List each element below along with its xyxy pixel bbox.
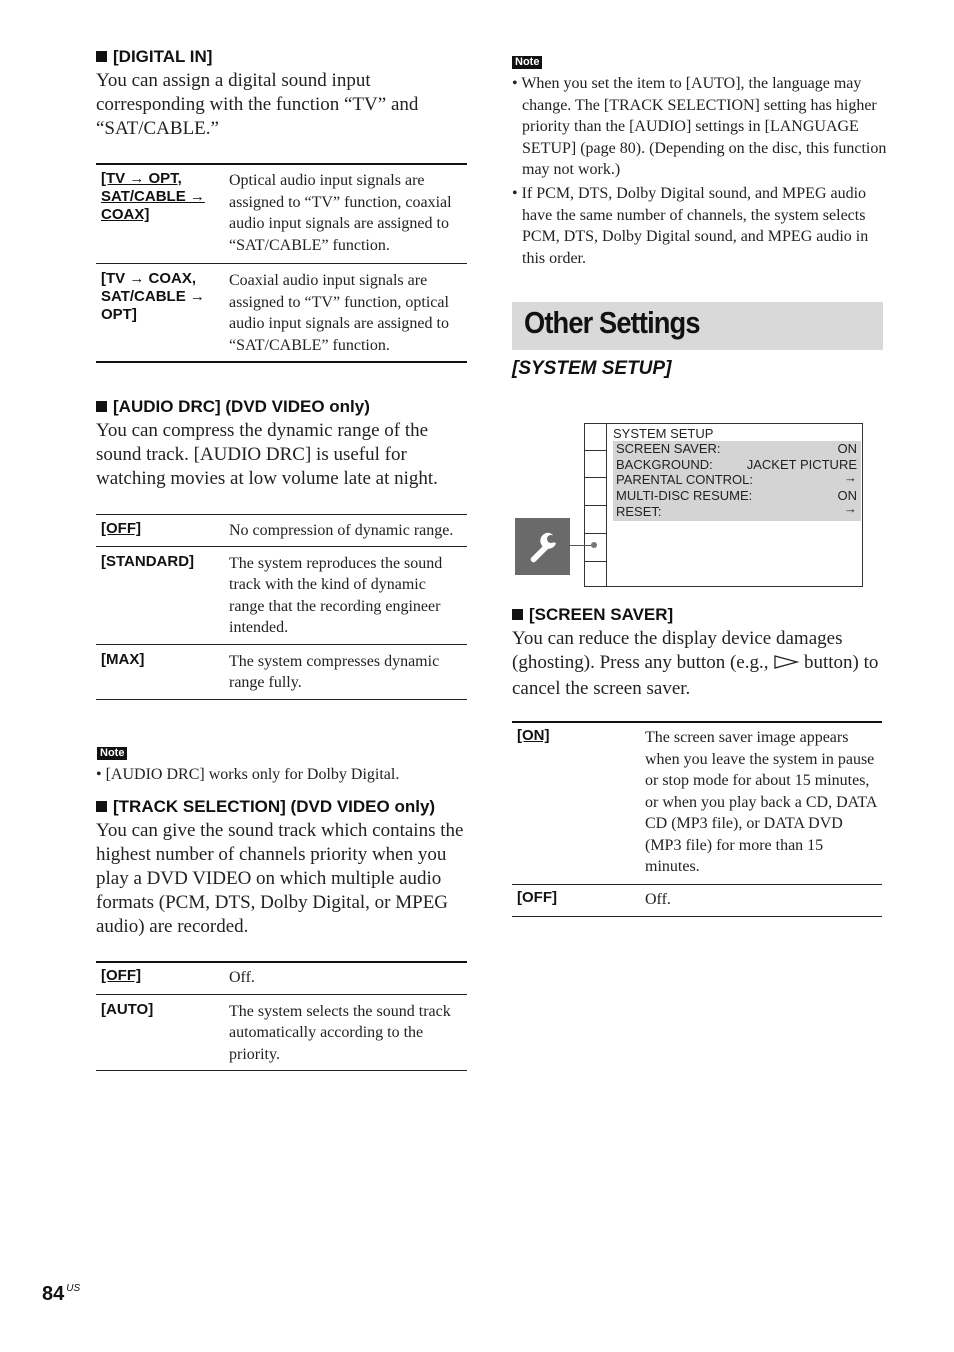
osd-row-value: → [844,470,857,485]
table-row [96,264,467,363]
osd-row-label: RESET: [616,504,662,519]
audio-drc-text: You can compress the dynamic range of the sound track. [AUDIO DRC] is useful for watching movies at low volume late at night. [96,420,438,489]
section-subtitle: [SYSTEM SETUP] [512,358,672,379]
table-row [96,645,467,700]
table-value: No compression of dynamic range. [229,522,454,539]
page-suffix: US [66,1283,81,1294]
note-item: • When you set the item to [AUTO], the language may change. The [TRACK SELECTION] setting has higher priority than the [AUDIO] settings in [LANGUAGE SETUP] (page 80). (Depending on the disc, this function may not work.) [512,75,887,178]
osd-row-value: ON [837,441,857,456]
table-value: Coaxial audio input signals are assigned to “TV” function, optical audio input signals are assigned to “SAT/CABLE” function. [229,272,449,354]
track-selection-heading: [TRACK SELECTION] (DVD VIDEO only) [96,797,435,817]
track-selection-table [96,963,467,1071]
note-item: • If PCM, DTS, Dolby Digital sound, and MPEG audio have the same number of channels, the system selects PCM, DTS, Dolby Digital sound, and MPEG audio in this order. [512,185,869,267]
play-button-icon [773,653,799,677]
table-key: [OFF] [101,520,141,537]
table-row [512,723,882,885]
osd-row-label: BACKGROUND: [616,457,713,472]
audio-drc-heading: [AUDIO DRC] (DVD VIDEO only) [96,397,370,417]
audio-drc-note: • [AUDIO DRC] works only for Dolby Digital. [96,766,400,783]
table-row [96,164,467,264]
table-key: [ON] [517,727,550,744]
osd-list [613,441,861,521]
track-selection-text: You can give the sound track which contains the highest number of channels priority when you play a DVD VIDEO on which multiple audio formats (PCM, DTS, Dolby Digital, or MPEG audio) are recorded. [96,820,464,937]
note-label: Note [97,747,127,760]
table-key: [STANDARD] [101,552,195,570]
osd-row-value: → [844,501,857,516]
table-key: [TV → COAX, SAT/CABLE → OPT] [101,270,205,323]
square-bullet-icon [512,609,523,620]
digital-in-text: You can assign a digital sound input corresponding with the function “TV” and “SAT/CABLE.” [96,70,419,139]
osd-row-label: SCREEN SAVER: [616,441,721,456]
note-label: Note [512,56,542,69]
section-title: Other Settings [524,305,700,340]
section-title-bar [512,302,883,350]
osd-row-label: MULTI-DISC RESUME: [616,488,753,503]
digital-in-table [96,164,467,363]
table-key: [AUTO] [101,1000,154,1018]
table-value: The system reproduces the sound track with the kind of dynamic range that the recording engineer intended. [229,554,443,636]
osd-icon-column [585,424,607,586]
connector-dot [591,542,597,548]
table-value: Optical audio input signals are assigned to “TV” function, coaxial audio input signals are assigned to “SAT/CABLE” function. [229,172,452,254]
osd-row-label: PARENTAL CONTROL: [616,472,754,487]
osd-title: SYSTEM SETUP [613,426,714,441]
table-row [96,995,467,1072]
table-value: Off. [229,969,255,986]
table-key: [OFF] [517,888,557,906]
table-row [512,885,882,918]
digital-in-heading: [DIGITAL IN] [96,47,212,67]
table-key: [MAX] [101,650,145,668]
table-value: Off. [645,890,671,908]
audio-drc-table [96,515,467,700]
screen-saver-heading: [SCREEN SAVER] [512,605,673,625]
square-bullet-icon [96,401,107,412]
page-number: 84 $^{US}$ [42,1283,81,1305]
osd-menu [584,423,863,587]
screen-saver-text: You can reduce the display device damages (ghosting). Press any button (e.g., button) to cancel the screen saver. [512,628,879,699]
table-value: The system compresses dynamic range fully. [229,652,440,691]
screen-saver-table [512,723,882,917]
table-row [96,547,467,645]
wrench-icon [515,518,570,575]
table-row [96,963,467,995]
osd-row-value: ON [837,488,857,503]
table-key: [OFF] [101,967,141,984]
table-row [96,515,467,547]
table-value: The screen saver image appears when you leave the system in pause or stop mode for about 15 minutes, or when you play back a CD, DATA CD (MP3 file), or DATA DVD (MP3 file) for more than 15 minutes. [645,729,877,875]
table-key: [TV → OPT, SAT/CABLE → COAX] [101,170,205,223]
osd-row-value: JACKET PICTURE [746,457,857,472]
table-value: The system selects the sound track automatically according to the priority. [229,1002,451,1063]
square-bullet-icon [96,51,107,62]
square-bullet-icon [96,801,107,812]
